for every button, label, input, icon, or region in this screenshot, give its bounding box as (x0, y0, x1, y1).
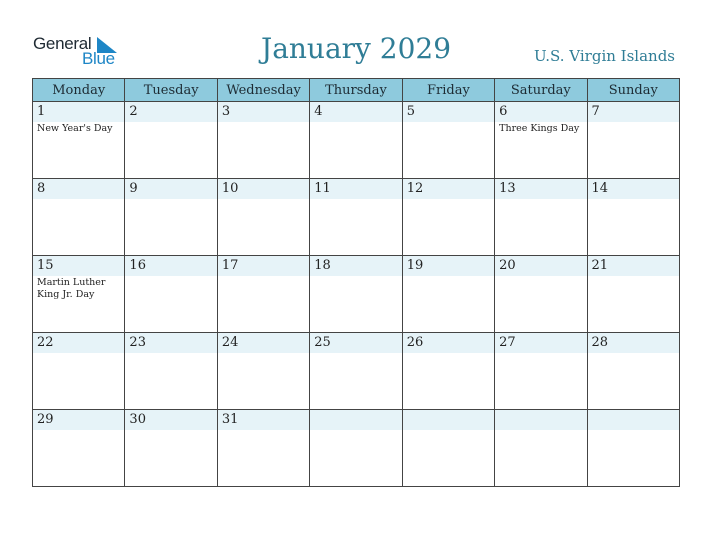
day-cell (495, 179, 587, 256)
day-cell (310, 102, 402, 179)
day-cell (402, 256, 494, 333)
day-cell (587, 410, 679, 487)
day-cell (33, 333, 125, 410)
day-cell (495, 410, 587, 487)
day-header-band (125, 179, 216, 199)
day-number: 10 (221, 181, 239, 196)
day-number: 1 (37, 104, 46, 119)
calendar-grid (32, 78, 680, 487)
day-header-band (310, 410, 401, 430)
day-header-band (33, 102, 124, 122)
day-cell (402, 333, 494, 410)
day-cell (217, 102, 309, 179)
day-number: 12 (406, 181, 424, 196)
day-cell (217, 256, 309, 333)
day-number: 2 (129, 104, 138, 119)
day-number: 24 (221, 335, 239, 350)
day-number: 15 (37, 258, 54, 273)
day-number: 7 (591, 104, 600, 119)
logo-general-text: General (33, 34, 92, 53)
day-header-band (310, 102, 401, 122)
holiday-label: Martin Luther King Jr. Day (37, 277, 106, 300)
day-cell (495, 333, 587, 410)
day-number: 29 (37, 412, 54, 427)
day-header-band (588, 410, 679, 430)
day-header-band (588, 102, 679, 122)
week-row (33, 256, 680, 333)
day-cell (33, 256, 125, 333)
day-cell (402, 102, 494, 179)
day-cell (587, 102, 679, 179)
day-cell (587, 179, 679, 256)
day-number: 20 (499, 258, 516, 273)
day-cell (310, 410, 402, 487)
weekday-header: Wednesday (217, 79, 309, 102)
weekday-header: Thursday (310, 79, 402, 102)
day-number: 25 (314, 335, 331, 350)
day-header-band (495, 410, 586, 430)
day-cell (33, 410, 125, 487)
day-number: 6 (499, 104, 508, 119)
day-cell (125, 102, 217, 179)
region-label: U.S. Virgin Islands (534, 47, 675, 65)
day-number: 23 (129, 335, 146, 350)
day-number: 18 (314, 258, 331, 273)
day-cell (587, 333, 679, 410)
day-cell (125, 410, 217, 487)
day-cell (495, 256, 587, 333)
day-number: 9 (129, 181, 138, 196)
day-header-band (403, 410, 494, 430)
day-number: 26 (406, 335, 424, 350)
day-number: 30 (129, 412, 146, 427)
day-cell (125, 179, 217, 256)
day-number: 13 (499, 181, 516, 196)
day-header-band (403, 102, 494, 122)
day-header-band (218, 102, 309, 122)
day-cell (402, 179, 494, 256)
week-row (33, 179, 680, 256)
day-number: 5 (406, 104, 415, 119)
day-cell (217, 333, 309, 410)
day-cell (310, 179, 402, 256)
holiday-label: Three Kings Day (499, 123, 580, 134)
weekday-header-row (33, 79, 680, 102)
weekday-header: Sunday (587, 79, 679, 102)
day-cell (217, 179, 309, 256)
day-number: 19 (406, 258, 424, 273)
day-number: 16 (129, 258, 146, 273)
day-cell (310, 333, 402, 410)
week-row (33, 333, 680, 410)
day-cell (587, 256, 679, 333)
day-cell (125, 256, 217, 333)
day-cell (125, 333, 217, 410)
day-number: 22 (37, 335, 54, 350)
page-title: January 2029 (260, 32, 452, 65)
day-number: 3 (221, 104, 231, 119)
day-cell (310, 256, 402, 333)
day-header-band (495, 102, 586, 122)
day-number: 14 (591, 181, 609, 196)
weekday-header: Friday (402, 79, 494, 102)
day-number: 28 (591, 335, 609, 350)
day-number: 11 (314, 181, 331, 196)
weekday-header: Saturday (495, 79, 587, 102)
day-cell (33, 179, 125, 256)
day-number: 27 (499, 335, 516, 350)
day-number: 4 (314, 104, 323, 119)
day-number: 8 (37, 181, 46, 196)
week-row (33, 410, 680, 487)
logo-blue-text: Blue (82, 49, 115, 68)
holiday-label: New Year's Day (37, 123, 113, 134)
day-number: 31 (221, 412, 239, 427)
day-cell (402, 410, 494, 487)
day-header-band (125, 102, 216, 122)
day-cell (495, 102, 587, 179)
day-header-band (33, 179, 124, 199)
day-number: 21 (591, 258, 609, 273)
day-cell (217, 410, 309, 487)
day-number: 17 (221, 258, 239, 273)
weekday-header: Monday (33, 79, 125, 102)
day-cell (33, 102, 125, 179)
weekday-header: Tuesday (125, 79, 217, 102)
week-row (33, 102, 680, 179)
